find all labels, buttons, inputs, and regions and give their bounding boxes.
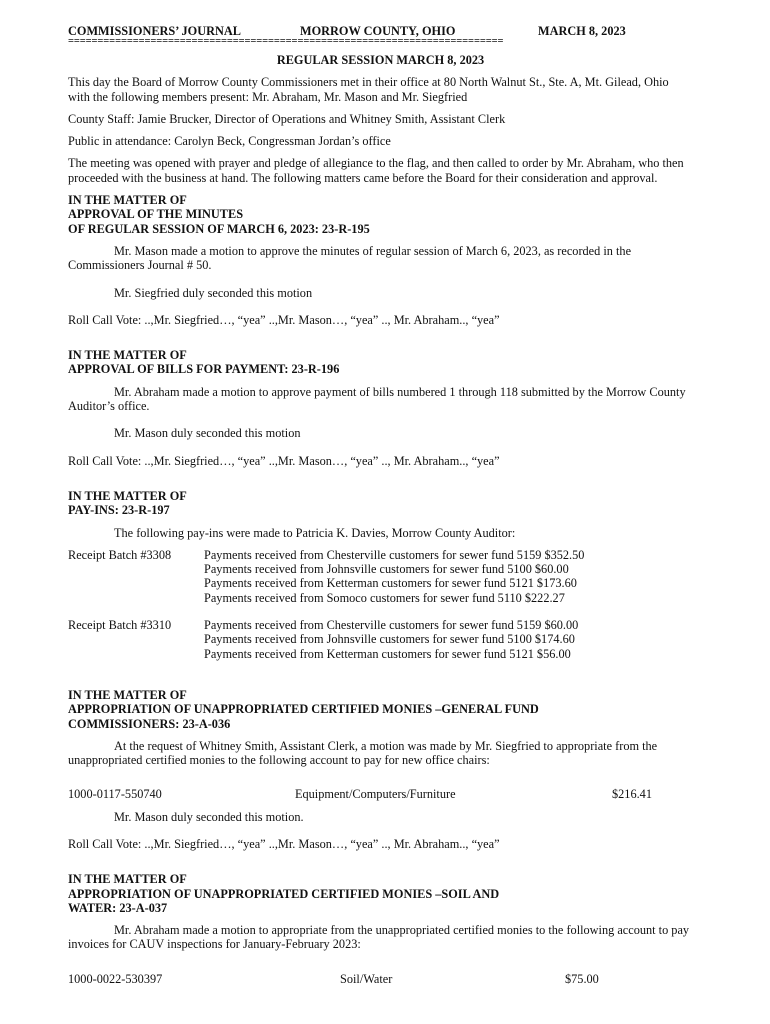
bills-motion: Mr. Abraham made a motion to approve payment of bills numbered 1 through 118 submitted by the Morrow County Auditor’s office.: [68, 384, 686, 414]
batch-lines: [204, 618, 578, 661]
account-number: 1000-0117-550740: [68, 787, 162, 802]
minutes-motion: Mr. Mason made a motion to approve the minutes of regular session of March 6, 2023, as recorded in the Commissioners Journal # 50.: [68, 243, 632, 273]
heading-line: IN THE MATTER OF: [68, 193, 187, 208]
heading-line: PAY-INS: 23-R-197: [68, 503, 170, 518]
bills-heading: [68, 348, 693, 377]
batch-lines: [204, 548, 584, 605]
batch-line: Payments received from Chesterville customers for sewer fund 5159 $352.50: [204, 547, 585, 562]
heading-line: APPROVAL OF BILLS FOR PAYMENT: 23-R-196: [68, 362, 340, 377]
general-fund-motion: At the request of Whitney Smith, Assistant Clerk, a motion was made by Mr. Siegfried to appropriate from the unappropriated certified monies to the following account to pay for new office chairs:: [68, 738, 658, 768]
batch-label: Receipt Batch #3308: [68, 547, 172, 562]
heading-line: WATER: 23-A-037: [68, 900, 168, 915]
minutes-heading: [68, 193, 693, 236]
batch-line: Payments received from Ketterman customers for sewer fund 5121 $56.00: [204, 646, 571, 661]
account-row: [68, 787, 693, 801]
journal-date: MARCH 8, 2023: [538, 24, 626, 38]
payins-heading: [68, 489, 693, 518]
journal-name: COMMISSIONERS’ JOURNAL: [68, 24, 241, 38]
receipt-batch: [68, 548, 693, 605]
county-name: MORROW COUNTY, OHIO: [300, 24, 456, 38]
heading-line: IN THE MATTER OF: [68, 348, 187, 363]
intro-members: This day the Board of Morrow County Commissioners met in their office at 80 North Walnut St., Ste. A, Mt. Gilead, Ohio with the following members present: Mr. Abraham, Mr. Mason and Mr. Siegfried: [68, 75, 669, 104]
page-header: [68, 24, 693, 38]
soil-water-heading: [68, 872, 693, 915]
account-amount: $216.41: [612, 787, 652, 802]
journal-page: [68, 24, 693, 986]
payins-intro: The following pay-ins were made to Patricia K. Davies, Morrow County Auditor:: [114, 525, 516, 540]
heading-line: APPROVAL OF THE MINUTES: [68, 207, 244, 222]
heading-line: COMMISSIONERS: 23-A-036: [68, 716, 231, 731]
intro-public: Public in attendance: Carolyn Beck, Congressman Jordan’s office: [68, 134, 391, 149]
heading-line: OF REGULAR SESSION OF MARCH 6, 2023: 23-R-195: [68, 221, 370, 236]
soil-water-motion: Mr. Abraham made a motion to appropriate from the unappropriated certified monies to the following account to pay invoices for CAUV inspections for January-February 2023:: [68, 923, 690, 952]
bills-second: Mr. Mason duly seconded this motion: [114, 426, 301, 441]
batch-label: Receipt Batch #3310: [68, 618, 172, 633]
batch-line: Payments received from Johnsville customers for sewer fund 5100 $60.00: [204, 562, 569, 577]
intro-opening: The meeting was opened with prayer and pledge of allegiance to the flag, and then called to order by Mr. Abraham, who then proceeded with the business at hand. The following matters came before the Board for their consideration and approval.: [68, 156, 684, 185]
receipt-batch: [68, 618, 693, 661]
heading-line: APPROPRIATION OF UNAPPROPRIATED CERTIFIED MONIES –SOIL AND: [68, 886, 500, 901]
heading-line: IN THE MATTER OF: [68, 872, 187, 887]
account-number: 1000-0022-530397: [68, 971, 163, 986]
heading-line: APPROPRIATION OF UNAPPROPRIATED CERTIFIED MONIES –GENERAL FUND: [68, 702, 539, 717]
account-amount: $75.00: [565, 971, 599, 986]
heading-line: IN THE MATTER OF: [68, 488, 187, 503]
batch-line: Payments received from Somoco customers for sewer fund 5110 $222.27: [204, 590, 565, 605]
minutes-vote: Roll Call Vote: ..,Mr. Siegfried…, “yea” ..,Mr. Mason…, “yea” .., Mr. Abraham.., “yea”: [68, 312, 500, 327]
session-title: REGULAR SESSION MARCH 8, 2023: [276, 53, 485, 67]
batch-line: Payments received from Ketterman customers for sewer fund 5121 $173.60: [204, 576, 577, 591]
batch-line: Payments received from Johnsville customers for sewer fund 5100 $174.60: [204, 632, 575, 647]
account-description: Soil/Water: [340, 971, 393, 986]
intro-staff: County Staff: Jamie Brucker, Director of Operations and Whitney Smith, Assistant Clerk: [68, 111, 506, 126]
account-row: [68, 972, 693, 986]
general-fund-heading: [68, 688, 693, 731]
batch-line: Payments received from Chesterville customers for sewer fund 5159 $60.00: [204, 618, 579, 633]
heading-line: IN THE MATTER OF: [68, 687, 187, 702]
general-fund-second: Mr. Mason duly seconded this motion.: [114, 809, 304, 824]
bills-vote: Roll Call Vote: ..,Mr. Siegfried…, “yea” ..,Mr. Mason…, “yea” .., Mr. Abraham.., “yea”: [68, 453, 500, 468]
general-fund-vote: Roll Call Vote: ..,Mr. Siegfried…, “yea” ..,Mr. Mason…, “yea” .., Mr. Abraham.., “yea”: [68, 836, 500, 851]
minutes-second: Mr. Siegfried duly seconded this motion: [114, 285, 313, 300]
account-description: Equipment/Computers/Furniture: [295, 787, 456, 802]
header-rule: ==========================================================================: [68, 38, 504, 46]
